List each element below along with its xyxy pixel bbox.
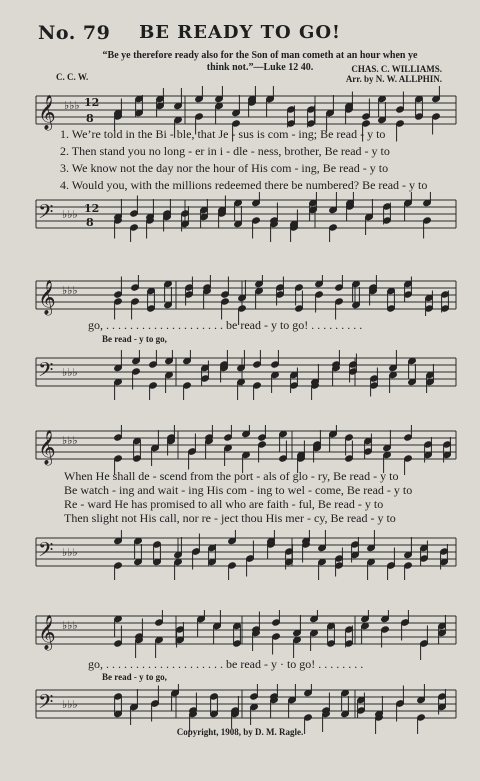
hymn-title: BE READY TO GO! (139, 22, 341, 43)
stanza-b-line-2: Be watch - ing and wait - ing His com - ing to wel - come, Be read - y to (64, 483, 413, 497)
refrain-b-upper: go, . . . . . . . . . . . . . . . . . . . . be read - y · to go! . . . . . . . . (88, 657, 364, 671)
svg-text:♭♭♭: ♭♭♭ (62, 366, 78, 379)
stanza-a-line-3: 3. We know not the day nor the hour of His com - ing, Be read - y to (60, 161, 389, 175)
refrain-b-lower: Be read - y to go, (102, 672, 167, 682)
stanza-a-line-2: 2. Then stand you no long - er in i - dle - ness, brother, Be read - y to (60, 144, 390, 158)
svg-text:♭♭♭: ♭♭♭ (62, 284, 78, 297)
stanza-a-line-1: 1. We’re told in the Bi - ble, that Je - sus is com - ing; Be read - y to (60, 127, 386, 141)
arranger-credit: Arr. by N. W. ALLPHIN. (345, 74, 442, 84)
svg-text:♭♭♭: ♭♭♭ (62, 698, 78, 711)
composer-initials: C. C. W. (56, 72, 89, 82)
svg-text:𝄞: 𝄞 (38, 280, 56, 315)
stanza-a-line-4: 4. Would you, with the millions redeemed there be numbered? Be read - y to (60, 178, 428, 192)
svg-text:12: 12 (84, 96, 100, 109)
stanza-b-line-3: Re - ward He has promised to all who are faith - ful, Be read - y to (64, 497, 384, 511)
svg-text:𝄢: 𝄢 (38, 358, 54, 386)
stanza-b-lyrics (64, 469, 464, 525)
svg-text:𝄞: 𝄞 (38, 430, 56, 465)
hymn-number: No. 79 (38, 22, 111, 44)
svg-text:𝄢: 𝄢 (38, 690, 54, 718)
svg-text:𝄢: 𝄢 (38, 538, 54, 566)
author-credit: CHAS. C. WILLIAMS. (351, 64, 442, 74)
copyright-notice: Copyright, 1908, by D. M. Ragle. (176, 727, 304, 737)
scripture-line-2: think not.”—Luke 12 40. (206, 62, 314, 73)
svg-text:♭♭♭: ♭♭♭ (62, 546, 78, 559)
bass-staff-system-2 (0, 350, 480, 400)
svg-text:𝄞: 𝄞 (38, 95, 56, 130)
refrain-a-lower: Be read - y to go, (102, 334, 167, 344)
svg-text:8: 8 (86, 112, 94, 125)
svg-text:12: 12 (84, 202, 100, 215)
svg-text:♭♭♭: ♭♭♭ (62, 208, 78, 221)
bass-staff-system-3 (0, 530, 480, 580)
stanza-b-line-1: When He shall de - scend from the port - als of glo - ry, Be read - y to (64, 469, 399, 483)
svg-text:𝄞: 𝄞 (38, 615, 56, 650)
treble-staff-system-3 (0, 425, 480, 475)
svg-text:𝄢: 𝄢 (38, 200, 54, 228)
scripture-line-1: “Be ye therefore ready also for the Son of man cometh at an hour when ye (102, 50, 418, 61)
stanza-a-lyrics (60, 126, 460, 194)
refrain-a-upper: go, . . . . . . . . . . . . . . . . . . . . be read - y to go! . . . . . . . . . (88, 318, 363, 332)
svg-text:♭♭♭: ♭♭♭ (64, 99, 80, 112)
svg-text:♭♭♭: ♭♭♭ (62, 619, 78, 632)
svg-text:♭♭♭: ♭♭♭ (62, 434, 78, 447)
bass-staff-system-1 (0, 192, 480, 242)
svg-text:8: 8 (86, 216, 94, 229)
stanza-b-line-4: Then slight not His call, nor re - ject thou His mer - cy, Be read - y to (64, 511, 396, 525)
treble-staff-system-4 (0, 610, 480, 660)
